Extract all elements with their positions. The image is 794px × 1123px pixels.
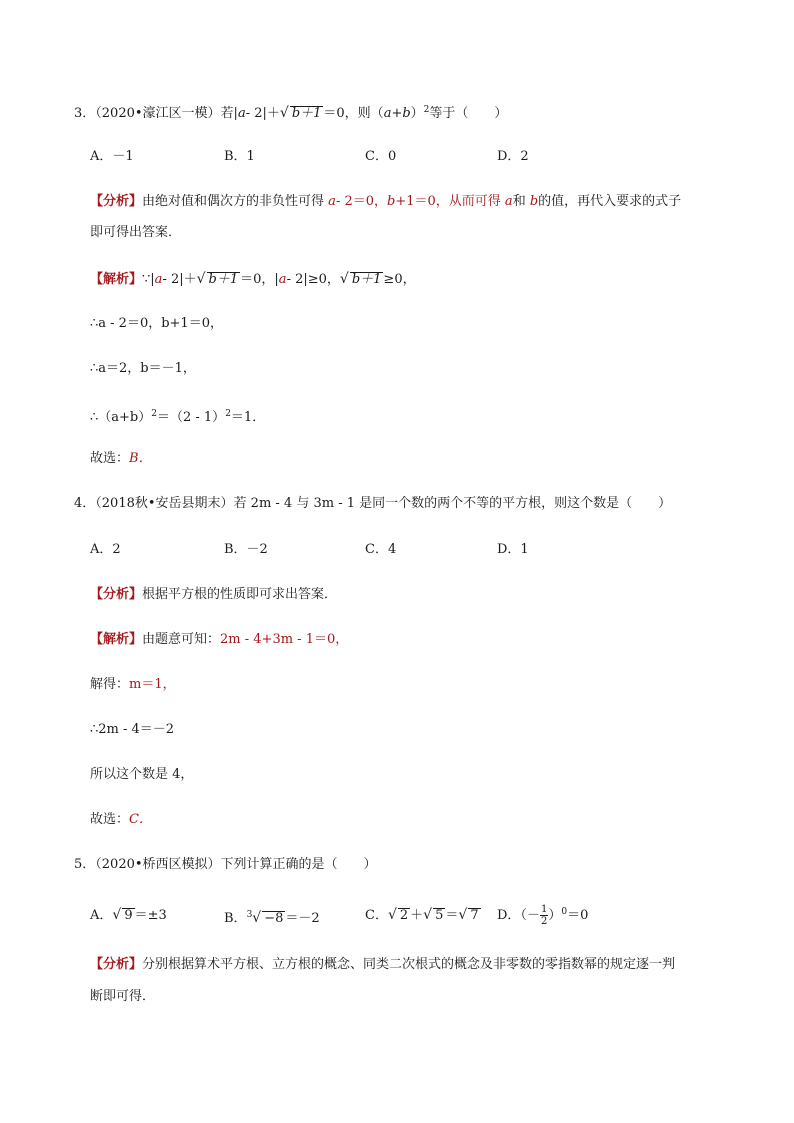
exponent: 0 xyxy=(561,907,568,917)
var-b: b xyxy=(387,194,396,209)
analysis-text: 分别根据算术平方根、立方根的概念、同类二次根式的概念及非零数的零指数幂的规定逐一判 xyxy=(142,957,676,972)
q3-answer xyxy=(90,450,152,468)
q4-analysis xyxy=(90,586,337,604)
denominator: 2 xyxy=(540,916,548,927)
var-a: a xyxy=(328,194,336,209)
option-b: B．－2 xyxy=(224,542,268,557)
question-number: 5． xyxy=(74,857,96,872)
option-label: B． xyxy=(224,911,247,926)
option-c: C．0 xyxy=(365,149,397,164)
option-text: ＝－2 xyxy=(285,911,320,926)
stem-text: ＝0，则（ xyxy=(323,106,384,121)
question-number: 4． xyxy=(74,496,96,511)
radicand xyxy=(350,272,384,287)
var-ab: a+b xyxy=(383,106,411,121)
option-text: ＝ xyxy=(445,908,459,923)
solution-text: ＝0，| xyxy=(240,272,279,287)
analysis-text: +1＝0，从而可得 xyxy=(395,194,501,209)
answer-letter: B． xyxy=(129,451,152,466)
option-text: ） xyxy=(548,908,562,923)
analysis-tag: 【分析】 xyxy=(90,957,143,972)
exponent: 2 xyxy=(225,409,231,419)
solution-tag: 【解析】 xyxy=(90,632,143,647)
exponent: 2 xyxy=(151,409,157,419)
stem-text: ） xyxy=(410,106,424,121)
option-label: D．（－ xyxy=(497,908,540,923)
option-label: A． xyxy=(90,908,113,923)
var-a: a xyxy=(278,272,287,287)
stem-text: - 2|＋ xyxy=(245,106,280,121)
q3-solution-3: ∴a＝2，b＝－1， xyxy=(90,361,196,376)
q5-analysis xyxy=(90,956,675,974)
analysis-text: 根据平方根的性质即可求出答案． xyxy=(142,587,338,602)
solution-text: - 2|≥0， xyxy=(286,272,340,287)
var-a: a xyxy=(154,272,163,287)
stem-text: 若| xyxy=(220,106,238,121)
radicand: 9 xyxy=(124,908,133,923)
question-source: （2020•濠江区一模） xyxy=(95,106,221,121)
option-d xyxy=(497,903,588,927)
question-5-stem xyxy=(74,856,377,874)
answer-label: 故选： xyxy=(90,812,130,827)
option-a: A．2 xyxy=(90,542,121,557)
numerator: 1 xyxy=(540,904,548,915)
exponent: 2 xyxy=(423,105,430,115)
analysis-text: 和 xyxy=(512,194,526,209)
sqrt-icon: √ xyxy=(339,271,349,287)
option-b: B．1 xyxy=(224,149,255,164)
sqrt-icon: √ xyxy=(279,105,289,121)
cube-root-icon: √ xyxy=(252,910,262,926)
stem-text: 下列计算正确的是（ ） xyxy=(220,857,377,872)
option-text: ＝±3 xyxy=(134,908,167,923)
radicand: 7 xyxy=(470,908,479,923)
radicand-text: b＋1 xyxy=(351,272,382,287)
q3-solution-4 xyxy=(90,405,265,427)
q3-solution-2: ∴a - 2＝0，b+1＝0， xyxy=(90,316,223,331)
question-4-stem xyxy=(74,495,671,513)
q4-solution-1 xyxy=(90,631,348,649)
var-a: a xyxy=(504,194,513,209)
q5-analysis-cont: 断即可得． xyxy=(90,989,156,1004)
answer-label: 故选： xyxy=(90,451,130,466)
q3-solution-1 xyxy=(90,270,416,289)
analysis-tag: 【分析】 xyxy=(90,587,143,602)
option-d: D．2 xyxy=(497,149,529,164)
q3-analysis-cont: 即可得出答案． xyxy=(90,225,182,240)
option-text: ＝0 xyxy=(567,908,589,923)
solution-text: ∴（a+b） xyxy=(90,410,152,425)
radicand xyxy=(207,272,241,287)
solution-text: ＝1． xyxy=(230,410,266,425)
q3-analysis xyxy=(90,193,681,211)
q4-answer xyxy=(90,811,152,829)
solution-text: ∵| xyxy=(142,272,155,287)
var-a: a xyxy=(237,106,246,121)
analysis-text: 的值，再代入要求的式子 xyxy=(538,194,682,209)
analysis-text: 由绝对值和偶次方的非负性可得 xyxy=(142,194,325,209)
sqrt-icon: √ xyxy=(112,907,122,923)
stem-text: 等于（ ） xyxy=(429,106,508,121)
question-3-stem xyxy=(74,101,507,123)
option-a: A．－1 xyxy=(90,149,134,164)
question-source: （2018秋•安岳县期末） xyxy=(95,496,234,511)
solution-tag: 【解析】 xyxy=(90,272,143,287)
radicand: 5 xyxy=(435,908,444,923)
question-source: （2020•桥西区模拟） xyxy=(95,857,221,872)
answer-letter: C． xyxy=(129,812,152,827)
solution-text: ≥0， xyxy=(383,272,416,287)
solution-text: - 2|＋ xyxy=(162,272,197,287)
analysis-tag: 【分析】 xyxy=(90,194,143,209)
var-b: b xyxy=(529,194,539,209)
radicand: −8 xyxy=(264,911,284,926)
q4-solution-4: 所以这个数是 4， xyxy=(90,767,194,782)
radicand xyxy=(290,106,324,121)
option-text: ＋ xyxy=(410,908,424,923)
sqrt-icon: √ xyxy=(423,907,433,923)
stem-text: 若 2m - 4 与 3m - 1 是同一个数的两个不等的平方根，则这个数是（ ） xyxy=(233,496,672,511)
radicand: 2 xyxy=(399,908,409,923)
option-b xyxy=(224,906,320,928)
q4-solution-2 xyxy=(90,676,176,694)
solution-text: 解得： xyxy=(90,677,130,692)
solution-text: m＝1， xyxy=(129,677,176,692)
sqrt-icon: √ xyxy=(458,907,468,923)
option-d: D．1 xyxy=(497,542,529,557)
solution-text: 2m - 4+3m - 1＝0， xyxy=(220,632,349,647)
option-c: C．4 xyxy=(365,542,397,557)
radicand-text: b＋1 xyxy=(208,272,239,287)
solution-text: ＝（2 - 1） xyxy=(156,410,226,425)
root-index: 3 xyxy=(246,910,253,920)
analysis-text: - 2＝0， xyxy=(335,194,388,209)
option-a xyxy=(90,906,167,925)
sqrt-icon: √ xyxy=(196,271,206,287)
option-c xyxy=(365,906,481,925)
sqrt-icon: √ xyxy=(387,907,397,923)
question-number: 3． xyxy=(74,106,96,121)
radicand-text: b＋1 xyxy=(291,106,322,121)
solution-text: 由题意可知： xyxy=(142,632,221,647)
q4-solution-3: ∴2m - 4＝－2 xyxy=(90,722,175,737)
option-label: C． xyxy=(365,908,388,923)
